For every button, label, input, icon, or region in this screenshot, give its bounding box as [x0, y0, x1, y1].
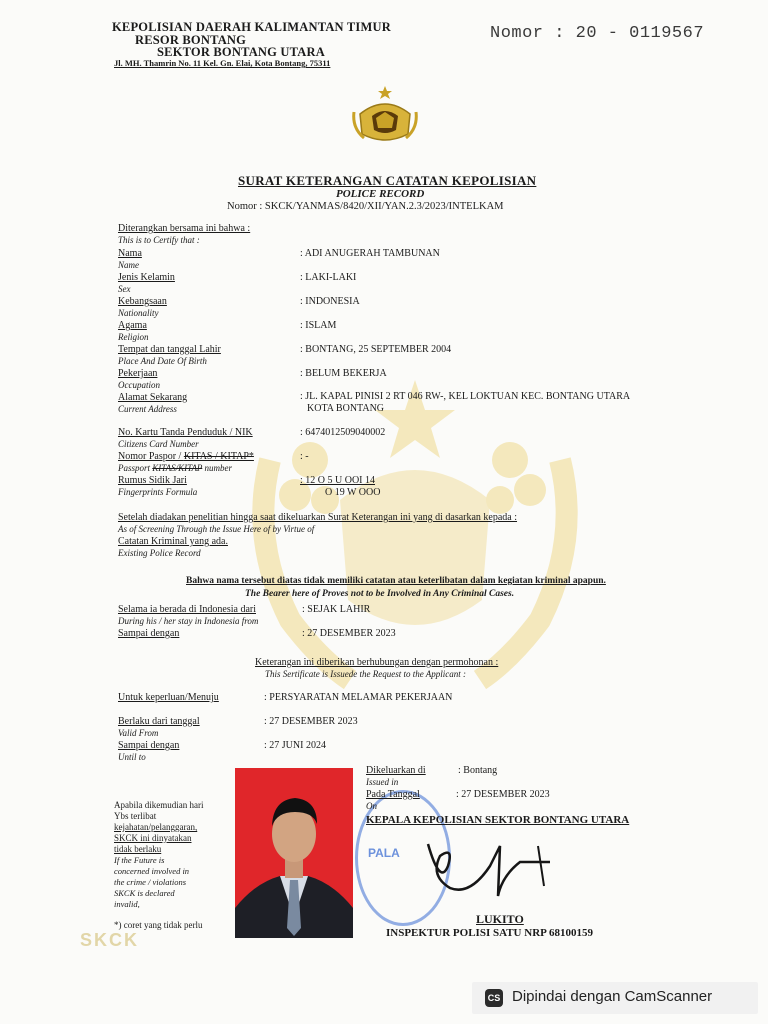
screening-basis-en: Existing Police Record [118, 548, 201, 558]
person-portrait-icon [235, 768, 353, 938]
document-title-en: POLICE RECORD [336, 188, 425, 200]
signer-rank: INSPEKTUR POLISI SATU NRP 68100159 [386, 927, 593, 939]
note-line5: tidak berlaku [114, 844, 162, 854]
valid-until-label-en: Until to [118, 752, 146, 762]
field-nik-value: : 6474012509040002 [300, 427, 386, 438]
field-sex-value: : LAKI-LAKI [300, 272, 357, 283]
field-birth-label-en: Place And Date Of Birth [118, 356, 207, 366]
field-birth-value: : BONTANG, 25 SEPTEMBER 2004 [300, 344, 452, 355]
field-address-label: Alamat Sekarang [118, 392, 188, 403]
valid-from-value: : 27 DESEMBER 2023 [264, 716, 358, 727]
field-sex-label-en: Sex [118, 284, 131, 294]
passport-label-strike: KITAS / KITAP* [183, 451, 254, 462]
note-en-line1: If the Future is [114, 855, 165, 865]
screening-text-en: As of Screening Through the Issue Here of by Virtue of [118, 524, 315, 534]
valid-from-label-en: Valid From [118, 728, 159, 738]
note-en-line2: concerned involved in [114, 866, 190, 876]
declaration-text: Bahwa nama tersebut diatas tidak memiliki catatan atau keterlibatan dalam kegiatan kriminal apapun. [186, 576, 606, 586]
skck-watermark-text: SKCK [80, 930, 140, 950]
field-sex-label: Jenis Kelamin [118, 272, 175, 283]
stay-until-value: : 27 DESEMBER 2023 [302, 628, 396, 639]
field-nationality-value: : INDONESIA [300, 296, 360, 307]
police-emblem-icon [350, 84, 420, 148]
field-occupation-value: : BELUM BEKERJA [300, 368, 387, 379]
stay-value: : SEJAK LAHIR [302, 604, 371, 615]
stay-until-label: Sampai dengan [118, 628, 180, 639]
request-text: Keterangan ini diberikan berhubungan dengan permohonan : [255, 657, 499, 668]
issued-in-label-en: Issued in [366, 777, 399, 787]
field-nationality-label: Kebangsaan [118, 296, 167, 307]
header-line2: RESOR BONTANG [135, 33, 247, 47]
camscanner-text: Dipindai dengan CamScanner [512, 988, 713, 1005]
field-nik-label: No. Kartu Tanda Penduduk / NIK [118, 427, 253, 438]
field-religion-label: Agama [118, 320, 147, 331]
stamp-text: PALA [368, 846, 400, 860]
valid-until-value: : 27 JUNI 2024 [264, 740, 326, 751]
passport-label-en-tail: number [202, 463, 233, 473]
note-en-line5: invalid, [114, 899, 140, 909]
field-fingerprint-value2: O 19 W OOO [325, 487, 381, 498]
header-line3: SEKTOR BONTANG UTARA [157, 45, 325, 59]
purpose-value: : PERSYARATAN MELAMAR PEKERJAAN [264, 692, 453, 703]
serial-number: Nomor : 20 - 0119567 [490, 24, 705, 43]
field-religion-label-en: Religion [118, 332, 149, 342]
issued-on-label-en: On [366, 801, 377, 811]
applicant-photo [235, 768, 353, 938]
issued-on-value: : 27 DESEMBER 2023 [456, 789, 550, 800]
field-name-value: : ADI ANUGERAH TAMBUNAN [300, 248, 440, 259]
passport-label-text: Nomor Paspor / [118, 451, 184, 462]
field-address-value-line2: KOTA BONTANG [307, 403, 385, 414]
field-address-value: : JL. KAPAL PINISI 2 RT 046 RW-, KEL LOKTUAN KEC. BONTANG UTARA [300, 391, 631, 402]
issued-in-value: : Bontang [458, 765, 498, 776]
valid-until-label: Sampai dengan [118, 740, 180, 751]
field-name-label-en: Name [118, 260, 139, 270]
intro-text-en: This is to Certify that : [118, 235, 200, 245]
passport-label-en-text: Passport [118, 463, 153, 473]
note-en-line3: the crime / violations [114, 877, 187, 887]
field-address-label-en: Current Address [118, 404, 177, 414]
field-fingerprint-label: Rumus Sidik Jari [118, 475, 187, 486]
field-occupation-label-en: Occupation [118, 380, 160, 390]
passport-label-en-strike: KITAS/KITAP [152, 463, 203, 473]
header-address: Jl. MH. Thamrin No. 11 Kel. Gn. Elai, Kota Bontang, 75311 [114, 58, 331, 68]
signature-icon [410, 826, 560, 906]
screening-basis: Catatan Kriminal yang ada. [118, 536, 228, 547]
note-line4: SKCK ini dinyatakan [114, 833, 192, 843]
camscanner-icon: CS [485, 989, 503, 1007]
field-fingerprint-value1: : 12 O 5 U OOI 14 [300, 475, 375, 486]
note-line2: Ybs terlibat [114, 811, 157, 821]
issued-in-label: Dikeluarkan di [366, 765, 426, 776]
screening-text: Setelah diadakan penelitian hingga saat dikeluarkan Surat Keterangan ini yang di dasarkan kepada : [118, 512, 518, 523]
issued-on-label: Pada Tanggal [366, 789, 420, 800]
footnote: *) coret yang tidak perlu [114, 920, 203, 930]
header-line1: KEPOLISIAN DAERAH KALIMANTAN TIMUR [112, 20, 391, 34]
field-passport-value: : - [300, 451, 309, 462]
field-nationality-label-en: Nationality [118, 308, 159, 318]
field-passport-label [118, 451, 254, 463]
field-fingerprint-label-en: Fingerprints Formula [118, 487, 198, 497]
stay-label-en: During his / her stay in Indonesia from [118, 616, 259, 626]
note-line3: kejahatan/pelanggaran, [114, 822, 198, 832]
note-en-line4: SKCK is declared [114, 888, 175, 898]
field-occupation-label: Pekerjaan [118, 368, 158, 379]
intro-text: Diterangkan bersama ini bahwa : [118, 223, 251, 234]
request-text-en: This Sertificate is Issuede the Request to the Applicant : [265, 669, 467, 679]
declaration-text-en: The Bearer here of Proves not to be Involved in Any Criminal Cases. [245, 589, 515, 599]
field-religion-value: : ISLAM [300, 320, 337, 331]
field-nik-label-en: Citizens Card Number [118, 439, 199, 449]
note-line1: Apabila dikemudian hari [114, 800, 204, 810]
document-title: SURAT KETERANGAN CATATAN KEPOLISIAN [238, 173, 537, 188]
valid-from-label: Berlaku dari tanggal [118, 716, 200, 727]
field-passport-label-en [118, 463, 232, 474]
stay-label: Selama ia berada di Indonesia dari [118, 604, 256, 615]
field-birth-label: Tempat dan tanggal Lahir [118, 344, 221, 355]
office-title: KEPALA KEPOLISIAN SEKTOR BONTANG UTARA [366, 814, 630, 826]
field-name-label: Nama [118, 248, 142, 259]
signer-name: LUKITO [476, 912, 524, 926]
purpose-label: Untuk keperluan/Menuju [118, 692, 219, 703]
document-number: Nomor : SKCK/YANMAS/8420/XII/YAN.2.3/2023/INTELKAM [227, 201, 504, 212]
